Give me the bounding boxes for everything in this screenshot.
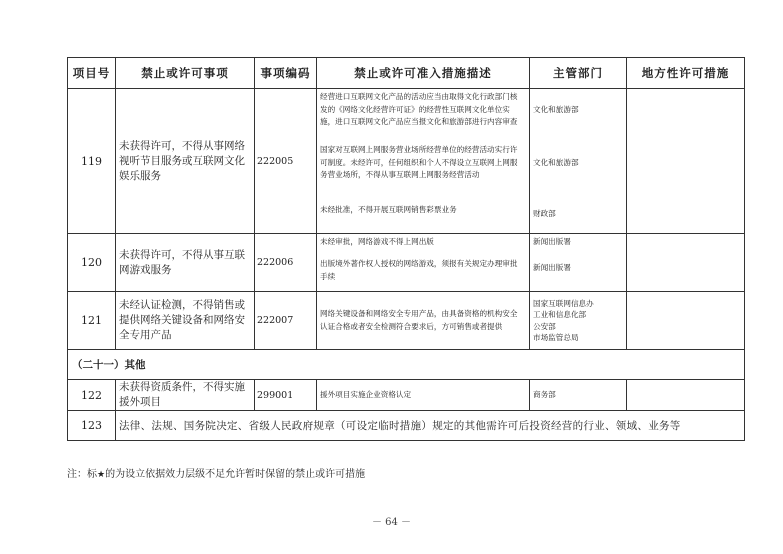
footnote <box>67 465 365 480</box>
row-code: 299001 <box>255 380 317 411</box>
dept-text: 新闻出版署 <box>533 237 571 246</box>
table-row <box>68 89 745 234</box>
row-code: 222006 <box>255 234 317 292</box>
dept-text: 商务部 <box>533 389 556 399</box>
header-local: 地方性许可措施 <box>627 58 745 89</box>
header-dept: 主管部门 <box>530 58 627 89</box>
row-code: 222005 <box>255 89 317 234</box>
row-measures <box>317 380 530 411</box>
dept-text: 国家互联网信息办 <box>533 298 594 308</box>
row-item: 未经认证检测，不得销售或提供网络关键设备和网络安全专用产品 <box>116 292 255 350</box>
measure-text: 援外项目实施企业资格认定 <box>320 389 412 399</box>
row-item: 未获得资质条件，不得实施援外项目 <box>116 380 255 411</box>
row-departments <box>530 380 627 411</box>
row-item: 法律、法规、国务院决定、省级人民政府规章（可设定临时措施）规定的其他需许可后投资经营的行业、领域、业务等 <box>116 411 745 441</box>
row-number: 121 <box>68 292 116 350</box>
section-title: （二十一）其他 <box>68 350 745 380</box>
header-item-no: 项目号 <box>68 58 116 89</box>
header-measure: 禁止或许可准入措施描述 <box>317 58 530 89</box>
row-item: 未获得许可，不得从事网络视听节目服务或互联网文化娱乐服务 <box>116 89 255 234</box>
dept-text: 文化和旅游部 <box>533 105 579 114</box>
permit-table <box>67 57 745 441</box>
dept-text: 财政部 <box>533 209 556 218</box>
dept-text: 公安部 <box>533 321 556 331</box>
star-icon: ★ <box>97 470 106 480</box>
table-row <box>68 380 745 411</box>
row-number: 123 <box>68 411 116 441</box>
section-row <box>68 350 745 380</box>
page-number: － 64 － <box>371 517 412 528</box>
dept-text: 工业和信息化部 <box>533 310 587 319</box>
row-number: 120 <box>68 234 116 292</box>
row-number: 119 <box>68 89 116 234</box>
measure-text: 未经审批，网络游戏不得上网出版 <box>320 237 434 246</box>
dept-text: 新闻出版署 <box>533 263 571 272</box>
row-departments <box>530 89 627 234</box>
row-measures <box>317 292 530 350</box>
dept-text: 文化和旅游部 <box>533 158 579 167</box>
footnote-suffix: 的为设立依据效力层级不足允许暂时保留的禁止或许可措施 <box>105 469 366 480</box>
row-measures <box>317 89 530 234</box>
measure-text: 未经批准，不得开展互联网销售彩票业务 <box>320 205 457 214</box>
table-row <box>68 234 745 292</box>
header-item: 禁止或许可事项 <box>116 58 255 89</box>
measure-text: 国家对互联网上网服务营业场所经营单位的经营活动实行许可制度。未经许可，任何组织和个人不得设立互联网上网服务营业场所，不得从事互联网上网服务经营活动 <box>320 145 518 179</box>
header-code: 事项编码 <box>255 58 317 89</box>
measure-text: 出版境外著作权人授权的网络游戏，须报有关规定办理审批手续 <box>320 259 518 281</box>
row-item: 未获得许可，不得从事互联网游戏服务 <box>116 234 255 292</box>
dept-text: 市场监管总局 <box>533 333 579 342</box>
row-departments <box>530 234 627 292</box>
row-local <box>627 380 745 411</box>
row-number: 122 <box>68 380 116 411</box>
row-measures <box>317 234 530 292</box>
measure-text: 经营进口互联网文化产品的活动应当由取得文化行政部门核发的《网络文化经营许可证》的经营性互联网文化单位实施，进口互联网文化产品应当报文化和旅游部进行内容审查 <box>320 92 518 126</box>
footnote-prefix: 注：标 <box>67 469 97 480</box>
table-row <box>68 411 745 441</box>
row-local <box>627 89 745 234</box>
table-row <box>68 292 745 350</box>
header-row <box>68 58 745 89</box>
row-departments <box>530 292 627 350</box>
measure-text: 网络关键设备和网络安全专用产品，由具备资格的机构安全认证合格或者安全检测符合要求后，方可销售或者提供 <box>320 309 518 331</box>
row-local <box>627 292 745 350</box>
row-local <box>627 234 745 292</box>
row-code: 222007 <box>255 292 317 350</box>
